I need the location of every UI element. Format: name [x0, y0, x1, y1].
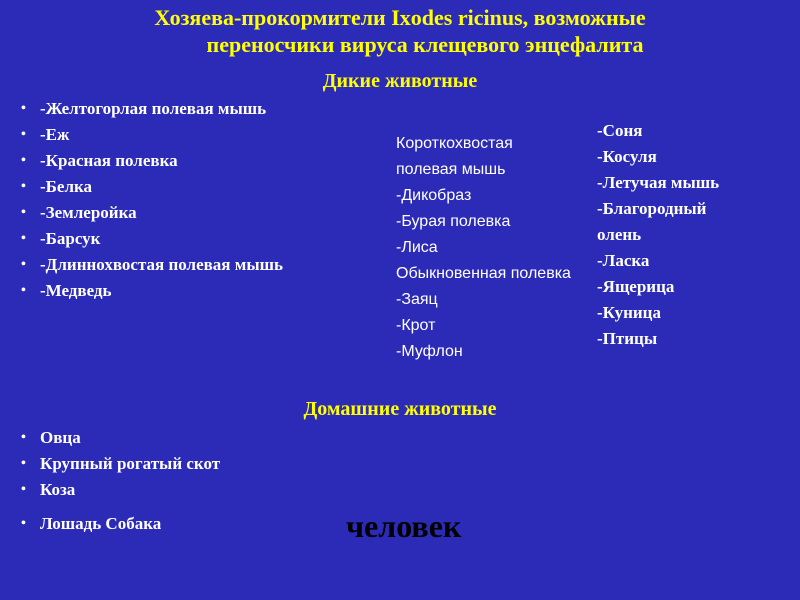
- wild-list-left: [14, 96, 283, 304]
- slide-title: [0, 4, 800, 58]
- list-item: -Крот: [396, 317, 436, 334]
- list-item: • Крупный рогатый скот: [14, 451, 220, 477]
- list-item: -Благородный олень: [597, 199, 707, 244]
- list-item: -Бурая полевка: [396, 213, 511, 230]
- list-item: -Ласка: [597, 251, 650, 270]
- list-item: • Коза: [14, 477, 220, 503]
- list-item: -Косуля: [597, 147, 657, 166]
- list-item: -Летучая мышь: [597, 173, 720, 192]
- list-item: -Дикобраз: [396, 187, 472, 204]
- list-item: -Заяц: [396, 291, 438, 308]
- domestic-animals-heading: Домашние животные: [303, 398, 497, 420]
- list-item: Короткохвостая полевая мышь: [396, 135, 513, 178]
- list-item: • -Желтогорлая полевая мышь: [14, 96, 283, 122]
- title-line-1: Хозяева-прокормители Ixodes ricinus, возможные: [154, 5, 646, 30]
- wild-list-right: [597, 118, 797, 352]
- list-item: • -Красная полевка: [14, 148, 283, 174]
- list-item: -Лиса: [396, 239, 438, 256]
- human-label: человек: [346, 508, 462, 544]
- list-item: • -Землеройка: [14, 200, 283, 226]
- list-item: • -Белка: [14, 174, 283, 200]
- list-item: -Муфлон: [396, 343, 463, 360]
- wild-animals-heading: Дикие животные: [322, 70, 478, 92]
- list-item: • -Длиннохвостая полевая мышь: [14, 252, 283, 278]
- list-item: Обыкновенная полевка: [396, 265, 571, 282]
- wild-list-middle: [396, 131, 576, 365]
- list-item: • Овца: [14, 425, 220, 451]
- title-line-2: переносчики вируса клещевого энцефалита: [206, 32, 644, 57]
- list-item: • -Еж: [14, 122, 283, 148]
- list-item: -Куница: [597, 303, 661, 322]
- list-item: • Лошадь Собака: [14, 511, 220, 537]
- domestic-list: [14, 425, 220, 537]
- list-item: -Птицы: [597, 329, 658, 348]
- list-item: -Ящерица: [597, 277, 675, 296]
- list-item: • -Барсук: [14, 226, 283, 252]
- list-item: -Соня: [597, 121, 643, 140]
- list-item: • -Медведь: [14, 278, 283, 304]
